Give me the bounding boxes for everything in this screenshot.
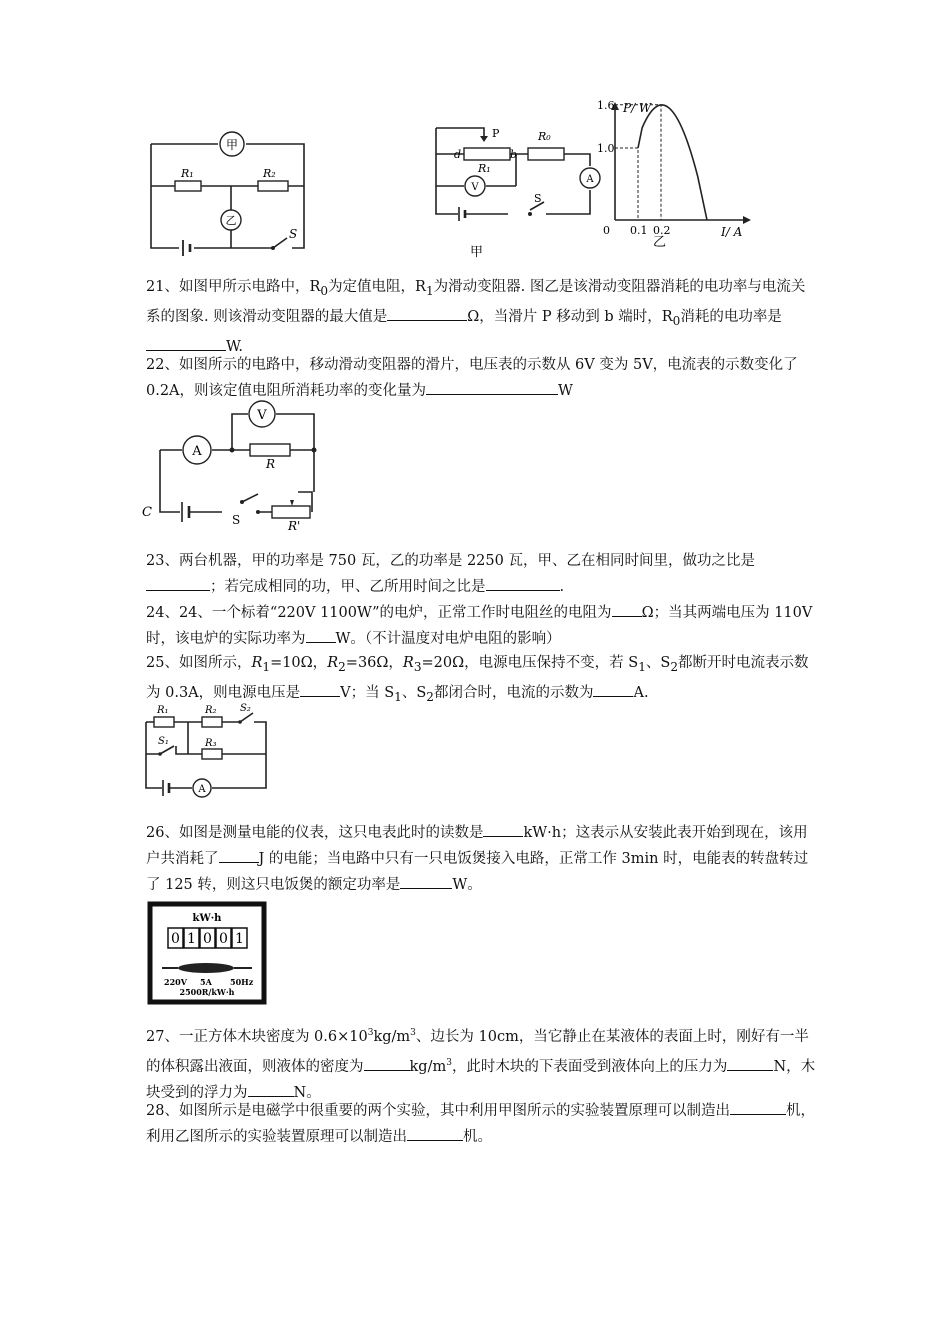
question-24: 24、24、一个标着“220V 1100W”的电炉，正常工作时电阻丝的电阻为 Ω；当其两端电压为 110V 时，该电炉的实际功率为 W。（不计温度对电炉电阻的影响） [146,600,818,652]
meter-digit: 0 [203,931,212,947]
label-r0: R₀ [538,130,551,143]
answer-blank[interactable] [219,847,259,863]
meter-disc [178,963,234,973]
graph-xtick: 0 [603,224,610,237]
answer-blank[interactable] [248,1081,294,1097]
circuit-25 [140,702,270,802]
energy-meter [148,902,266,1004]
answer-blank[interactable] [300,681,340,697]
answer-blank[interactable] [400,873,452,889]
question-26: 26、如图是测量电能的仪表，这只电表此时的读数是 kW·h；这表示从安装此表开始到现在，该用户共消耗了 J 的电能；当电路中只有一只电饭煲接入电路，正常工作 3min 时，电能表的转盘转过了 125 转，则这只电饭煲的额定功率是 W。 [146,820,818,898]
answer-blank[interactable] [407,1125,463,1141]
resistor-r2 [258,181,288,191]
graph-ylabel: P/ W [623,101,652,115]
label-r1: R₁ [181,167,194,180]
label-d: d [454,148,462,161]
caption-jia: 甲 [470,245,484,260]
meter-digit: 1 [187,931,196,947]
answer-blank[interactable] [387,305,467,321]
label-r2-25: R₂ [205,705,217,716]
resistor-r2-25 [202,717,222,727]
label-c-22: C [142,505,152,520]
label-r-22: R [266,457,276,471]
question-25: 25、如图所示，$R_1=10\Omega$，$R_2=36\Omega$，$R_3=20\Omega$，电源电压保持不变，若 $S_1$、$S_2$都断开时电流表示数为 0.3A，则电源电压是 V；当 $S_1$、$S_2$都闭合时，电流的示数为 A. [146,655,809,704]
graph-ytick: 1.6 [597,98,615,112]
resistor-r1-25 [154,717,174,727]
label-rp-22: R' [288,519,301,533]
meter-voltage: 220V [164,977,187,987]
slider-r1 [464,148,510,160]
answer-blank[interactable] [146,575,210,591]
graph-21 [595,98,760,250]
graph-xlabel: I/ A [721,225,743,239]
circuit-22 [142,398,322,533]
resistor-r3-25 [202,749,222,759]
meter-unit: kW·h [192,913,222,924]
switch-s-label2: S [534,192,542,205]
circuit-21-right [430,124,600,264]
meter-current: 5A [200,977,212,987]
label-r2: R₂ [263,167,276,180]
answer-blank[interactable] [146,335,226,351]
meter-frequency: 50Hz [230,977,254,987]
graph-xtick: 0.2 [653,224,671,237]
ammeter-25-label: A [198,784,206,795]
meter-jia-label: 甲 [225,138,239,152]
label-r3-25: R₃ [205,738,217,749]
answer-blank[interactable] [727,1055,773,1071]
label-p: P [492,127,500,140]
label-s2-25: S₂ [240,703,251,714]
question-23: 23、两台机器，甲的功率是 750 瓦，乙的功率是 2250 瓦，甲、乙在相同时间里，做功之比是；若完成相同的功，甲、乙所用时间之比是 . [146,553,755,595]
question-28: 28、如图所示是电磁学中很重要的两个实验，其中利用甲图所示的实验装置原理可以制造出 机，利用乙图所示的实验装置原理可以制造出 机。 [146,1098,818,1150]
label-b: b [510,148,518,161]
answer-blank[interactable] [612,601,642,617]
resistor-r1 [175,181,201,191]
answer-blank[interactable] [306,627,336,643]
question-22: 22、如图所示的电路中，移动滑动变阻器的滑片，电压表的示数从 6V 变为 5V，电流表的示数变化了 0.2A，则该定值电阻所消耗功率的变化量为 W [146,357,798,399]
label-r1-25: R₁ [157,705,169,716]
voltmeter-22-label: V [257,408,267,423]
graph-ytick: 1.0 [597,142,615,155]
ammeter-label: A [586,174,594,185]
graph-xtick: 0.1 [630,224,648,237]
circuit-21-left [145,128,315,256]
label-s1-25: S₁ [158,736,169,747]
answer-blank[interactable] [364,1055,410,1071]
question-27: 27、一正方体木块密度为 $0.6\times 10^3kg/m^3$、边长为 10cm，当它静止在某液体的表面上时，刚好有一半的体积露出液面，则液体的密度为 $kg/m^3$，此时木块的下表面受到液体向上的压力为 N，木块受到的浮力为 N。 [146,1028,816,1101]
meter-yi-label: 乙 [225,214,237,227]
meter-digit: 0 [171,931,180,947]
meter-rate: 2500R/kW·h [179,987,235,997]
meter-digit: 1 [235,931,244,947]
question-21: 21、如图甲所示电路中，$R_0$为定值电阻，$R_1$为滑动变阻器. 图乙是该滑动变阻器消耗的电功率与电流关系的图象. 则该滑动变阻器的最大值是 Ω，当滑片 P 移动到 b 端时，$R_0$消耗的电功率是W. [146,279,806,355]
meter-digit: 0 [219,931,228,947]
resistor-r-22 [250,444,290,456]
answer-blank[interactable] [483,821,523,837]
ammeter-22-label: A [192,444,202,459]
answer-blank[interactable] [593,681,633,697]
resistor-r0 [528,148,564,160]
answer-blank[interactable] [426,379,558,395]
label-r1b: R₁ [478,162,491,175]
rheostat-22 [272,506,310,518]
voltmeter-label: V [471,182,479,193]
switch-s-label: S [289,227,298,241]
caption-yi: 乙 [653,235,667,250]
answer-blank[interactable] [730,1099,786,1115]
answer-blank[interactable] [486,575,560,591]
label-s-22: S [232,513,241,527]
power-curve [638,105,707,220]
